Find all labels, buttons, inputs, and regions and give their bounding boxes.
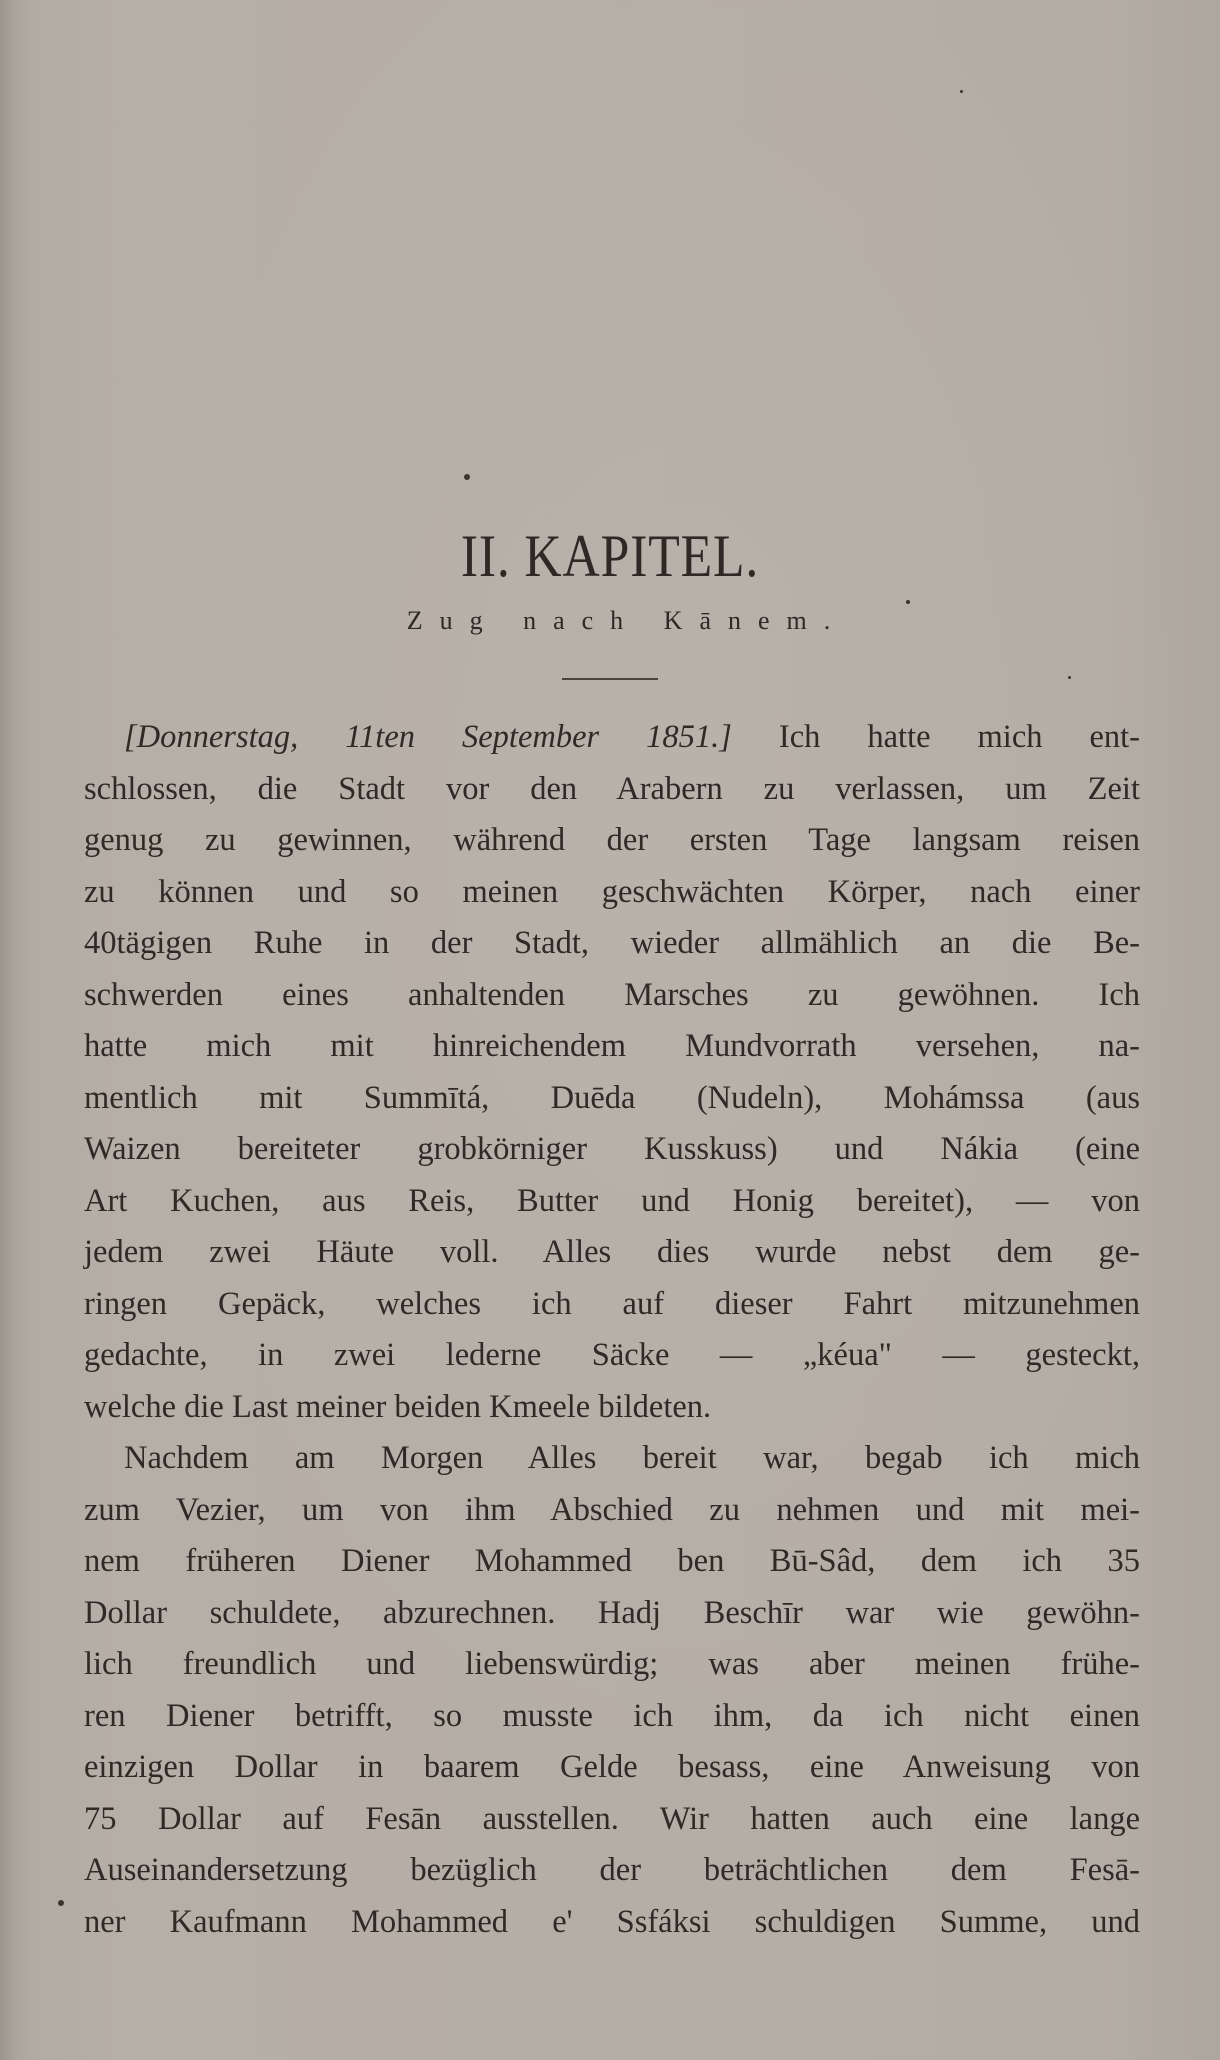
paper-speck bbox=[960, 90, 963, 93]
text-line bbox=[84, 712, 1140, 764]
text-line: genug zu gewinnen, während der ersten Tage langsam reisen bbox=[84, 822, 1140, 858]
text-line: Auseinandersetzung bezüglich der beträchtlichen dem Fesā- bbox=[84, 1852, 1140, 1888]
text-line: ner Kaufmann Mohammed e' Ssfáksi schuldigen Summe, und bbox=[84, 1903, 1140, 1940]
text-line: jedem zwei Häute voll. Alles dies wurde nebst dem ge- bbox=[84, 1234, 1140, 1270]
text-line: lich freundlich und liebenswürdig; was aber meinen frühe- bbox=[84, 1646, 1140, 1682]
paper-speck bbox=[58, 1900, 64, 1906]
paragraph-1 bbox=[84, 712, 1140, 1433]
chapter-title: II. KAPITEL. bbox=[460, 523, 760, 589]
title-divider bbox=[562, 678, 658, 680]
text-line: hatte mich mit hinreichendem Mundvorrath versehen, na- bbox=[84, 1028, 1140, 1064]
text-line: Nachdem am Morgen Alles bereit war, begab ich mich bbox=[124, 1440, 1140, 1476]
text-line: ringen Gepäck, welches ich auf dieser Fahrt mitzunehmen bbox=[84, 1285, 1140, 1322]
body-text bbox=[84, 712, 1140, 1948]
text-line: 75 Dollar auf Fesān ausstellen. Wir hatten auch eine lange bbox=[84, 1800, 1140, 1837]
text-line-content: Ich hatte mich ent- bbox=[731, 719, 1141, 755]
text-line: zum Vezier, um von ihm Abschied zu nehmen und mit mei- bbox=[84, 1491, 1140, 1528]
paper-speck bbox=[906, 600, 910, 604]
text-line: zu können und so meinen geschwächten Körper, nach einer bbox=[84, 873, 1140, 910]
binding-edge bbox=[0, 0, 14, 2060]
paper-speck bbox=[1068, 676, 1071, 679]
text-line: Dollar schuldete, abzurechnen. Hadj Beschīr war wie gewöhn- bbox=[84, 1594, 1140, 1631]
text-line: gedachte, in zwei lederne Säcke — „kéua" — gesteckt, bbox=[84, 1337, 1140, 1373]
text-line: ren Diener betrifft, so musste ich ihm, da ich nicht einen bbox=[84, 1697, 1140, 1734]
text-line: einzigen Dollar in baarem Gelde besass, eine Anweisung von bbox=[84, 1749, 1140, 1785]
text-line: Waizen bereiteter grobkörniger Kusskuss) und Nákia (eine bbox=[84, 1131, 1140, 1167]
text-line: schlossen, die Stadt vor den Arabern zu verlassen, um Zeit bbox=[84, 770, 1140, 807]
chapter-subtitle: Zug nach Kānem. bbox=[406, 606, 848, 635]
text-line: mentlich mit Summītá, Duēda (Nudeln), Mohámssa (aus bbox=[84, 1079, 1140, 1116]
paper-speck bbox=[464, 474, 470, 480]
date-reference: [Donnerstag, 11ten September 1851.] bbox=[124, 719, 732, 755]
text-line: welche die Last meiner beiden Kmeele bildeten. bbox=[84, 1388, 712, 1425]
text-line: Art Kuchen, aus Reis, Butter und Honig bereitet), — von bbox=[84, 1182, 1140, 1219]
text-line: nem früheren Diener Mohammed ben Bū-Sâd, dem ich 35 bbox=[84, 1543, 1140, 1579]
text-line: schwerden eines anhaltenden Marsches zu gewöhnen. Ich bbox=[84, 976, 1140, 1013]
paragraph-2 bbox=[84, 1433, 1140, 1948]
text-line: 40tägigen Ruhe in der Stadt, wieder allmählich an die Be- bbox=[84, 925, 1140, 961]
